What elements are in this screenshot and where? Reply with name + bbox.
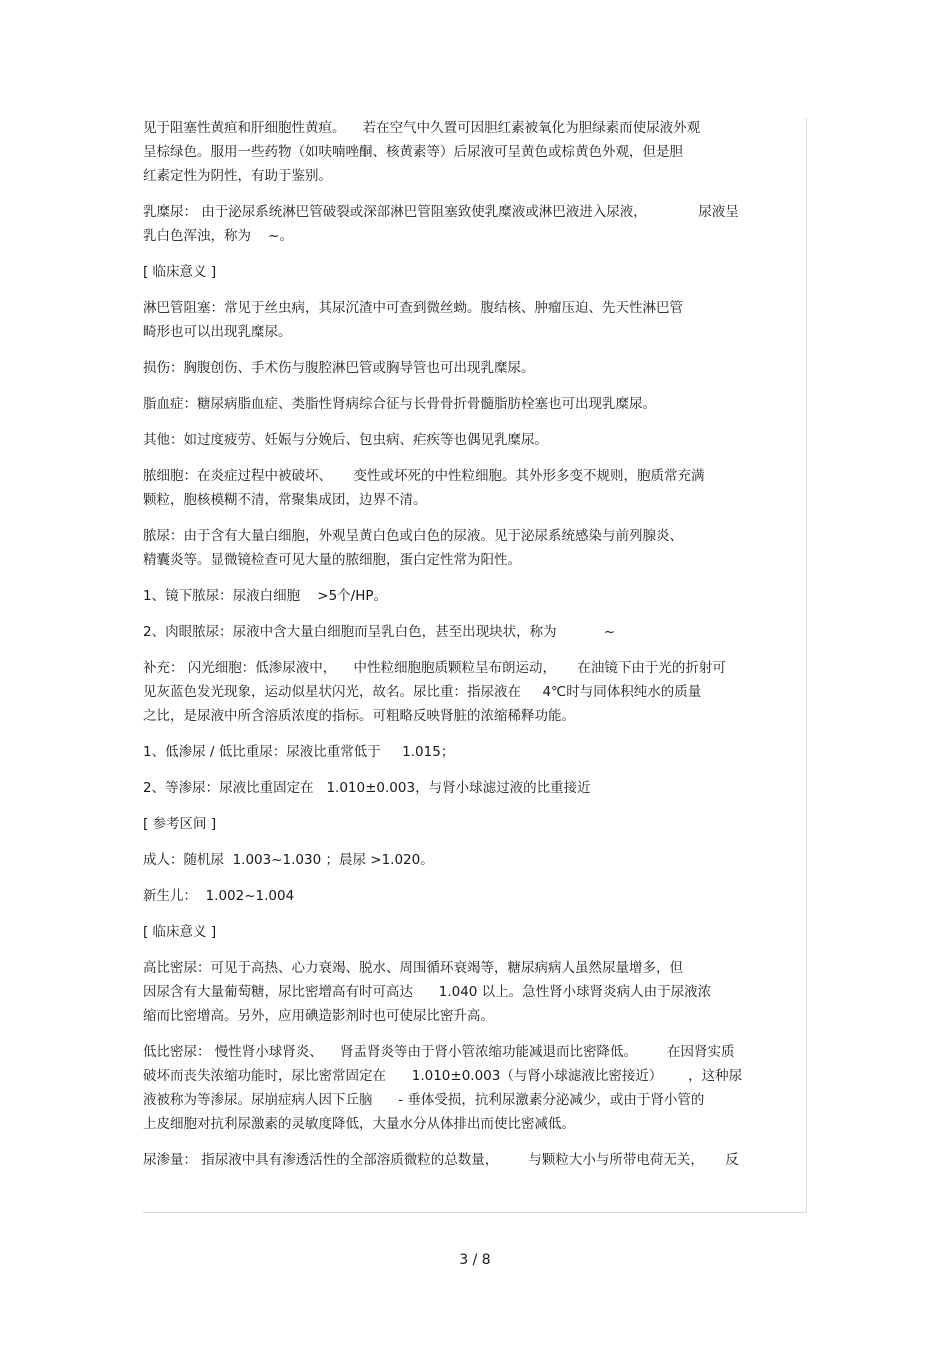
text-line: 补充： 闪光细胞：低渗尿液中， 中性粒细胞胞质颗粒呈布朗运动， 在油镜下由于光的折射可 (143, 660, 726, 676)
paragraph (143, 956, 805, 1028)
paragraph (143, 200, 805, 248)
paragraph (143, 776, 805, 800)
text-line: 2、肉眼脓尿：尿液中含大量白细胞而呈乳白色，甚至出现块状，称为 ~ (143, 624, 616, 640)
text-line: 损伤：胸腹创伤、手术伤与腹腔淋巴管或胸导管也可出现乳糜尿。 (143, 360, 535, 376)
paragraph (143, 428, 805, 452)
text-line: 红素定性为阴性，有助于鉴别。 (143, 168, 332, 184)
paragraph (143, 848, 805, 872)
paragraph (143, 740, 805, 764)
text-line: 上皮细胞对抗利尿激素的灵敏度降低，大量水分从体排出而使比密减低。 (143, 1116, 575, 1132)
text-line: 呈棕绿色。服用一些药物（如呋喃唑酮、核黄素等）后尿液可呈黄色或棕黄色外观，但是胆 (143, 144, 683, 160)
page-number: 3 / 8 (459, 1252, 491, 1268)
paragraph (143, 392, 805, 416)
text-line: [ 临床意义 ] (143, 924, 217, 940)
text-line: 其他：如过度疲劳、妊娠与分娩后、包虫病、疟疾等也偶见乳糜尿。 (143, 432, 548, 448)
text-line: 高比密尿：可见于高热、心力衰竭、脱水、周围循环衰竭等，糖尿病病人虽然尿量增多，但 (143, 960, 683, 976)
text-line: 脂血症：糖尿病脂血症、类脂性肾病综合征与长骨骨折骨髓脂肪栓塞也可出现乳糜尿。 (143, 396, 656, 412)
text-line: 1、镜下脓尿：尿液白细胞 >5个/HP。 (143, 588, 387, 604)
text-line: 之比，是尿液中所含溶质浓度的指标。可粗略反映肾脏的浓缩稀释功能。 (143, 708, 575, 724)
text-line: 因尿含有大量葡萄糖，尿比密增高有时可高达 1.040 以上。急性肾小球肾炎病人由于尿液浓 (143, 984, 712, 1000)
text-line: [ 参考区间 ] (143, 816, 217, 832)
text-line: 低比密尿： 慢性肾小球肾炎、 肾盂肾炎等由于肾小管浓缩功能减退而比密降低。 在因肾实质 (143, 1044, 735, 1060)
text-line: 破坏而丧失浓缩功能时，尿比密常固定在 1.010±0.003（与肾小球滤液比密接近） ，这种尿 (143, 1068, 743, 1084)
text-line: 尿渗量： 指尿液中具有渗透活性的全部溶质微粒的总数量， 与颗粒大小与所带电荷无关， 反 (143, 1152, 739, 1168)
paragraph (143, 812, 805, 836)
paragraph (143, 260, 805, 284)
text-line: 脓尿：由于含有大量白细胞，外观呈黄白色或白色的尿液。见于泌尿系统感染与前列腺炎、 (143, 528, 683, 544)
paragraph (143, 656, 805, 728)
text-line: 液被称为等渗尿。尿崩症病人因下丘脑 - 垂体受损，抗利尿激素分泌减少，或由于肾小管的 (143, 1092, 705, 1108)
paragraph (143, 1148, 805, 1172)
text-line: 成人：随机尿 1.003~1.030 ；晨尿 >1.020。 (143, 852, 434, 868)
text-line: 见灰蓝色发光现象，运动似星状闪光，故名。尿比重：指尿液在 4℃时与同体积纯水的质量 (143, 684, 702, 700)
text-line: 畸形也可以出现乳糜尿。 (143, 324, 292, 340)
text-line: 见于阻塞性黄疸和肝细胞性黄疸。 若在空气中久置可因胆红素被氧化为胆绿素而使尿液外观 (143, 120, 701, 136)
paragraph (143, 620, 805, 644)
text-line: 脓细胞：在炎症过程中被破坏、 变性或坏死的中性粒细胞。其外形多变不规则，胞质常充满 (143, 468, 705, 484)
text-line: 精囊炎等。显微镜检查可见大量的脓细胞，蛋白定性常为阳性。 (143, 552, 521, 568)
paragraph (143, 1040, 805, 1136)
text-line: 颗粒，胞核模糊不清，常聚集成团，边界不清。 (143, 492, 427, 508)
paragraph (143, 524, 805, 572)
document-body (143, 116, 805, 1184)
text-line: 新生儿： 1.002~1.004 (143, 888, 295, 904)
text-line: 2、等渗尿：尿液比重固定在 1.010±0.003，与肾小球滤过液的比重接近 (143, 780, 591, 796)
text-line: 乳白色浑浊，称为 ~。 (143, 228, 293, 244)
paragraph (143, 356, 805, 380)
text-line: 1、低渗尿 / 低比重尿：尿液比重常低于 1.015； (143, 744, 455, 760)
text-line: 缩而比密增高。另外，应用碘造影剂时也可使尿比密升高。 (143, 1008, 494, 1024)
paragraph (143, 920, 805, 944)
text-line: 乳糜尿： 由于泌尿系统淋巴管破裂或深部淋巴管阻塞致使乳糜液或淋巴液进入尿液， 尿液呈 (143, 204, 739, 220)
text-line: [ 临床意义 ] (143, 264, 217, 280)
paragraph (143, 584, 805, 608)
paragraph (143, 884, 805, 908)
paragraph (143, 296, 805, 344)
text-line: 淋巴管阻塞：常见于丝虫病，其尿沉渣中可查到微丝蚴。腹结核、肿瘤压迫、先天性淋巴管 (143, 300, 683, 316)
paragraph (143, 116, 805, 188)
paragraph (143, 464, 805, 512)
